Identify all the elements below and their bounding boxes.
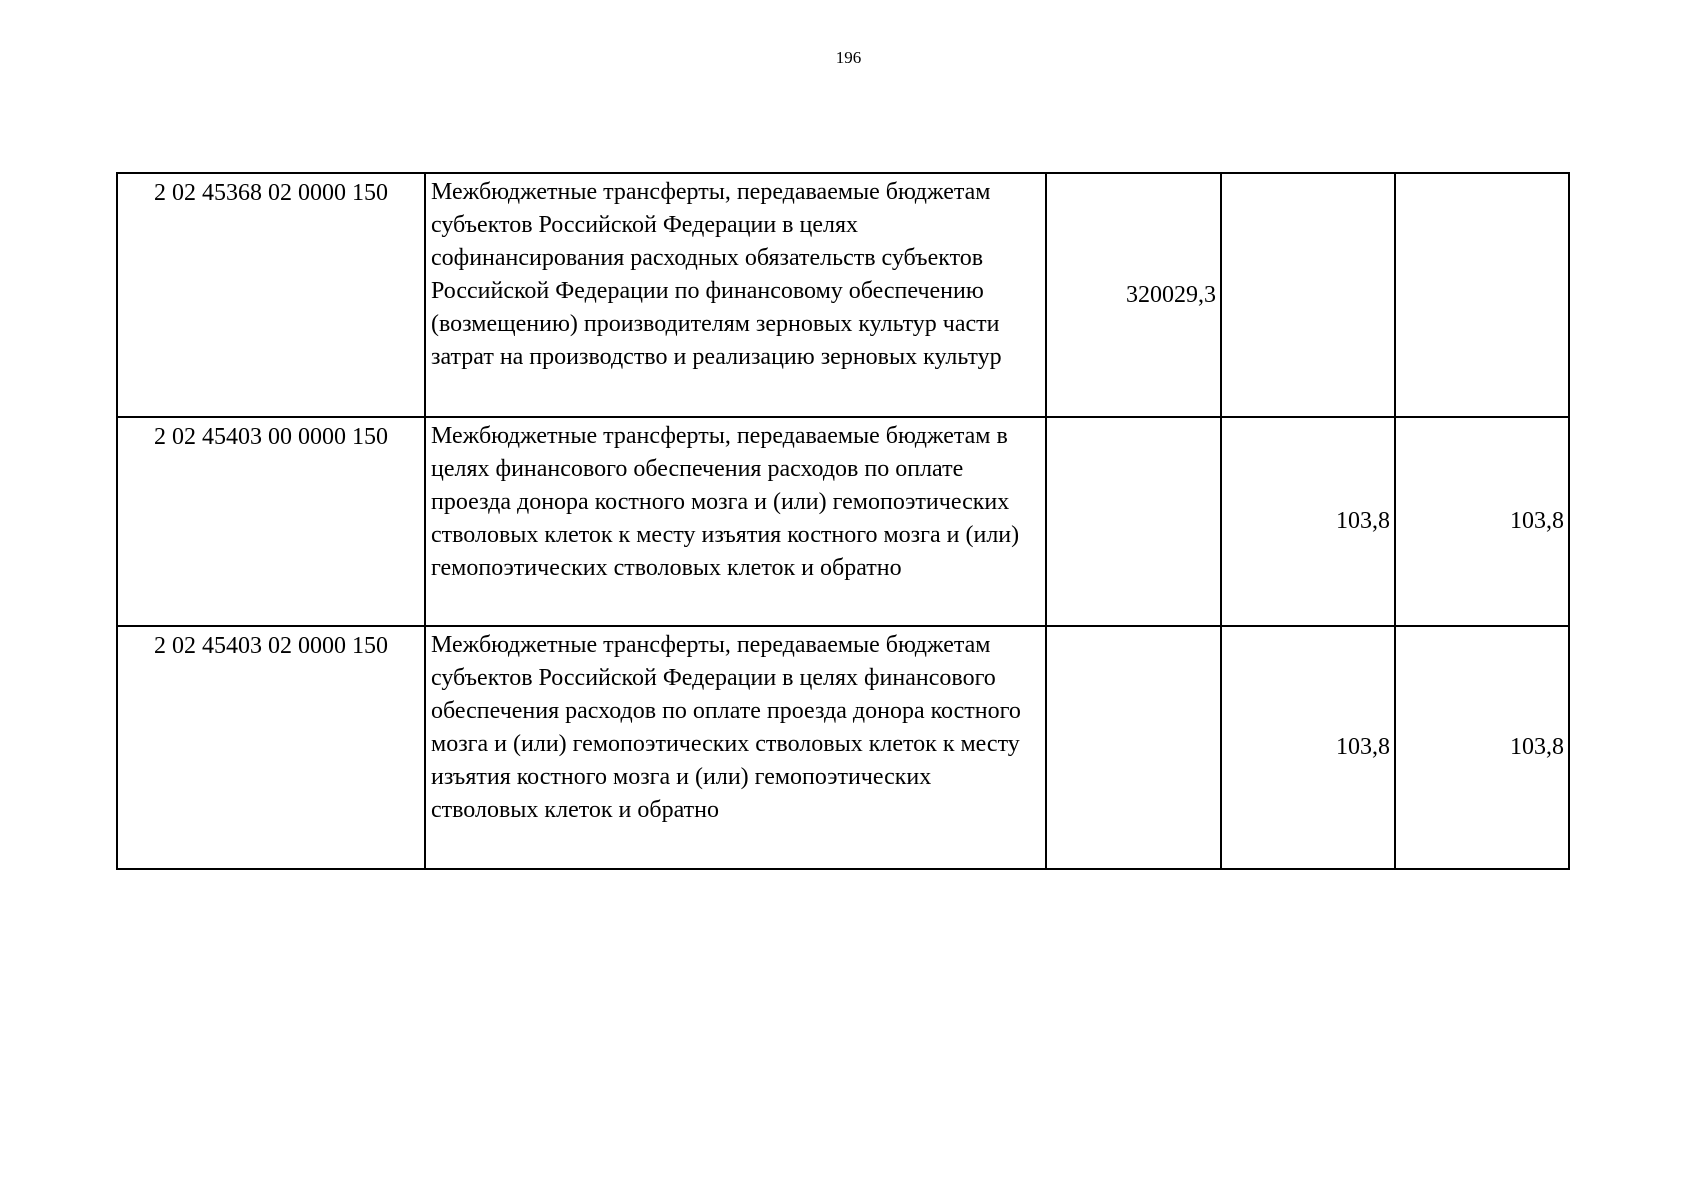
amount-year1-cell: 320029,3 [1046,173,1221,417]
amount-year1-cell [1046,417,1221,626]
table-row [117,417,1569,626]
amount-year2-cell [1221,173,1395,417]
amount-year3-cell [1395,173,1569,417]
description-cell: Межбюджетные трансферты, передаваемые бюджетам субъектов Российской Федерации в целях финансового обеспечения расходов по оплате проезда донора костного мозга и (или) гемопоэтических стволовых клеток к месту изъятия костного мозга и (или) гемопоэтических стволовых клеток и обратно [425,626,1046,869]
amount-year2-cell: 103,8 [1221,626,1395,869]
amount-year3-cell: 103,8 [1395,417,1569,626]
amount-year1-cell [1046,626,1221,869]
budget-code-cell: 2 02 45403 00 0000 150 [117,417,425,626]
description-cell: Межбюджетные трансферты, передаваемые бюджетам субъектов Российской Федерации в целях софинансирования расходных обязательств субъектов Российской Федерации по финансовому обеспечению (возмещению) производителям зерновых культур части затрат на производство и реализацию зерновых культур [425,173,1046,417]
table-row [117,626,1569,869]
amount-year2-cell: 103,8 [1221,417,1395,626]
budget-code-cell: 2 02 45368 02 0000 150 [117,173,425,417]
description-cell: Межбюджетные трансферты, передаваемые бюджетам в целях финансового обеспечения расходов по оплате проезда донора костного мозга и (или) гемопоэтических стволовых клеток к месту изъятия костного мозга и (или) гемопоэтических стволовых клеток и обратно [425,417,1046,626]
amount-year3-cell: 103,8 [1395,626,1569,869]
table-row [117,173,1569,417]
budget-table [116,172,1570,870]
page-number: 196 [835,48,862,67]
budget-code-cell: 2 02 45403 02 0000 150 [117,626,425,869]
